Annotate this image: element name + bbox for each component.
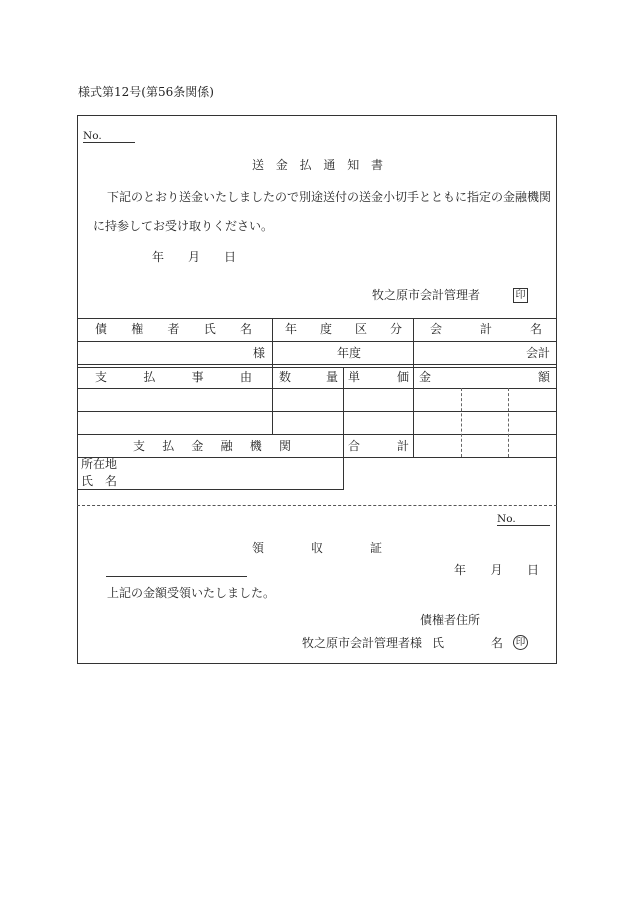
bank-box-bottom-rule (77, 489, 344, 490)
payment-row-rule (77, 434, 557, 435)
column-divider (413, 318, 414, 457)
cut-line (77, 505, 557, 506)
issuer-seal-mark: 印 (513, 288, 528, 303)
fiscal-year-suffix: 年度 (337, 346, 362, 360)
notice-date: 年 月 日 (152, 250, 236, 264)
receipt-date: 年 月 日 (454, 563, 539, 577)
payment-bank-header: 支 払 金 融 機 関 (133, 439, 291, 453)
notice-number-field: No. (83, 130, 135, 143)
table-top-rule (77, 318, 557, 319)
amount-header: 金 額 (419, 370, 550, 384)
receipt-statement: 上記の金額受領いたしました。 (107, 586, 276, 600)
creditor-honorific: 様 (252, 346, 265, 360)
receipt-addressee: 牧之原市会計管理者様 (302, 636, 423, 650)
issuer-name: 牧之原市会計管理者 (372, 288, 481, 302)
creditor-name-header: 債 権 者 氏 名 (95, 322, 252, 336)
total-row-rule (77, 457, 557, 458)
notice-title: 送 金 払 通 知 書 (252, 158, 383, 172)
notice-body-line-2: に持参してお受け取りください。 (93, 219, 274, 233)
fiscal-year-header: 年 度 区 分 (285, 322, 402, 336)
bank-address-label: 所在地 (81, 457, 118, 471)
payment-item-row (78, 412, 556, 434)
payment-item-row (78, 389, 556, 411)
total-header: 合 計 (348, 439, 409, 453)
creditor-name-label: 氏 名 (432, 636, 503, 650)
payee-header-rule (77, 341, 557, 342)
creditor-seal-mark: 印 (513, 635, 528, 650)
unit-price-header: 単 価 (348, 370, 409, 384)
receipt-title: 領 収 証 (252, 541, 382, 555)
creditor-address-label: 債権者住所 (420, 613, 481, 627)
receipt-blank-line (106, 576, 247, 577)
quantity-header: 数 量 (279, 370, 338, 384)
account-suffix: 会計 (525, 346, 550, 360)
payee-section-double-rule (77, 364, 557, 368)
form-number: 様式第12号(第56条関係) (78, 85, 214, 99)
notice-body-line-1: 下記のとおり送金いたしましたので別途送付の送金小切手とともに指定の金融機関 (107, 190, 552, 204)
bank-name-label: 氏 名 (81, 474, 118, 488)
account-name-header: 会 計 名 (430, 322, 542, 336)
payment-reason-header: 支 払 事 由 (95, 370, 252, 384)
receipt-number-field: No. (497, 513, 550, 526)
